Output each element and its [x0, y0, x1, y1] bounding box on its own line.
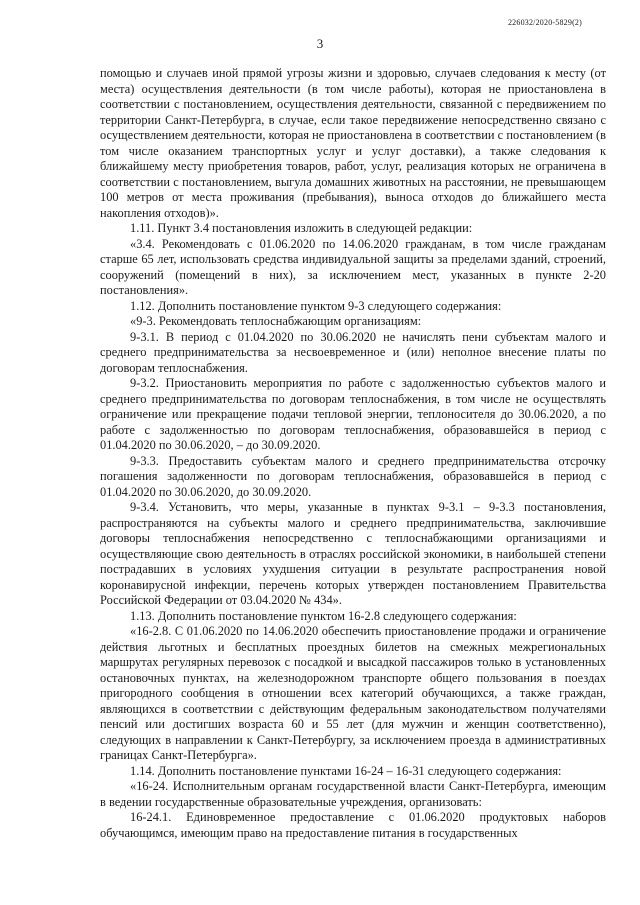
paragraph-16-24: «16-24. Исполнительным органам государственной власти Санкт-Петербурга, имеющим в ведении государственные образовательные учреждения, организовать: — [100, 779, 606, 809]
paragraph-9-3-4: 9-3.4. Установить, что меры, указанные в пунктах 9-3.1 – 9-3.3 постановления, распространяются на субъекты малого и среднего предпринимательства, заключившие договоры теплоснабжения непосредственно с теплоснабжающими организациями и осуществляющие свою деятельность в отраслях российской экономики, в наибольшей степени пострадавших в условиях ухудшения ситуации в результате распространения новой коронавирусной инфекции, перечень которых утвержден постановлением Правительства Российской Федерации от 03.04.2020 № 434». — [100, 500, 606, 607]
paragraph-1-14: 1.14. Дополнить постановление пунктами 16-24 – 16-31 следующего содержания: — [130, 763, 562, 778]
paragraph-9-3-3: 9-3.3. Предоставить субъектам малого и среднего предпринимательства отсрочку погашения задолженности по договорам теплоснабжения, образовавшейся в период с 01.04.2020 по 30.06.2020, до 30.09.2020. — [100, 453, 606, 499]
paragraph-3-4: «3.4. Рекомендовать с 01.06.2020 по 14.06.2020 гражданам, в том числе гражданам старше 65 лет, использовать средства индивидуальной защиты за пределами зданий, строений, сооружений (помещений в них), за исключением мест, указанных в пункте 2-20 постановления». — [100, 236, 606, 297]
paragraph-16-2-8: «16-2.8. С 01.06.2020 по 14.06.2020 обеспечить приостановление продажи и ограничение действия льготных и бесплатных проездных билетов на смежных межрегиональных маршрутах регулярных перевозок с посадкой и высадкой пассажиров только в установленных остановочных пунктах, на железнодорожном транспорте общего пользования в поездах пригородного сообщения в отношении всех категорий обучающихся, а также граждан, являющихся в соответствии с действующим федеральным законодательством получателями пенсий или достигших возраста 60 и 55 лет (для мужчин и женщин соответственно), следующих в направлении к Санкт-Петербургу, за исключением проезда в административных границах Санкт-Петербурга». — [100, 624, 606, 762]
paragraph-9-3-2: 9-3.2. Приостановить мероприятия по работе с задолженностью субъектов малого и среднего предпринимательства по договорам теплоснабжения, в том числе не осуществлять ограничение или прекращение подачи тепловой энергии, теплоносителя до 30.06.2020, а по работе с задолженностью по договорам теплоснабжения, образовавшейся в период с 01.04.2020 по 30.06.2020, – до 30.09.2020. — [100, 376, 606, 452]
paragraph-1-13: 1.13. Дополнить постановление пунктом 16-2.8 следующего содержания: — [130, 608, 517, 623]
paragraph-1-12: 1.12. Дополнить постановление пунктом 9-3 следующего содержания: — [130, 298, 502, 313]
document-body — [100, 66, 606, 841]
document-id: 226032/2020-5829(2) — [507, 18, 582, 27]
paragraph-1-11: 1.11. Пункт 3.4 постановления изложить в следующей редакции: — [130, 221, 473, 235]
paragraph-16-24-1: 16-24.1. Единовременное предоставление с 01.06.2020 продуктовых наборов обучающимся, имеющим право на предоставление питания в государственных — [100, 810, 606, 840]
page-number: 3 — [316, 36, 324, 51]
paragraph-continuation: помощью и случаев иной прямой угрозы жизни и здоровью, случаев следования к месту (от места) осуществления деятельности (в том числе работы), которая не приостановлена в соответствии с постановлением, осуществления деятельности, связанной с передвижением по территории Санкт-Петербурга, в случае, если такое передвижение непосредственно связано с осуществлением деятельности, которая не приостановлена в соответствии с постановлением (в том числе оказанием транспортных услуг и услуг доставки), а также следования к ближайшему месту приобретения товаров, работ, услуг, реализация которых не ограничена в соответствии с постановлением, выгула домашних животных на расстоянии, не превышающем 100 метров от места проживания (пребывания), выноса отходов до ближайшего места накопления отходов)». — [100, 66, 606, 220]
paragraph-9-3: «9-3. Рекомендовать теплоснабжающим организациям: — [130, 314, 422, 328]
paragraph-9-3-1: 9-3.1. В период с 01.04.2020 по 30.06.2020 не начислять пени субъектам малого и среднего предпринимательства за несвоевременное и (или) неполное внесение платы по договорам теплоснабжения. — [100, 329, 606, 375]
